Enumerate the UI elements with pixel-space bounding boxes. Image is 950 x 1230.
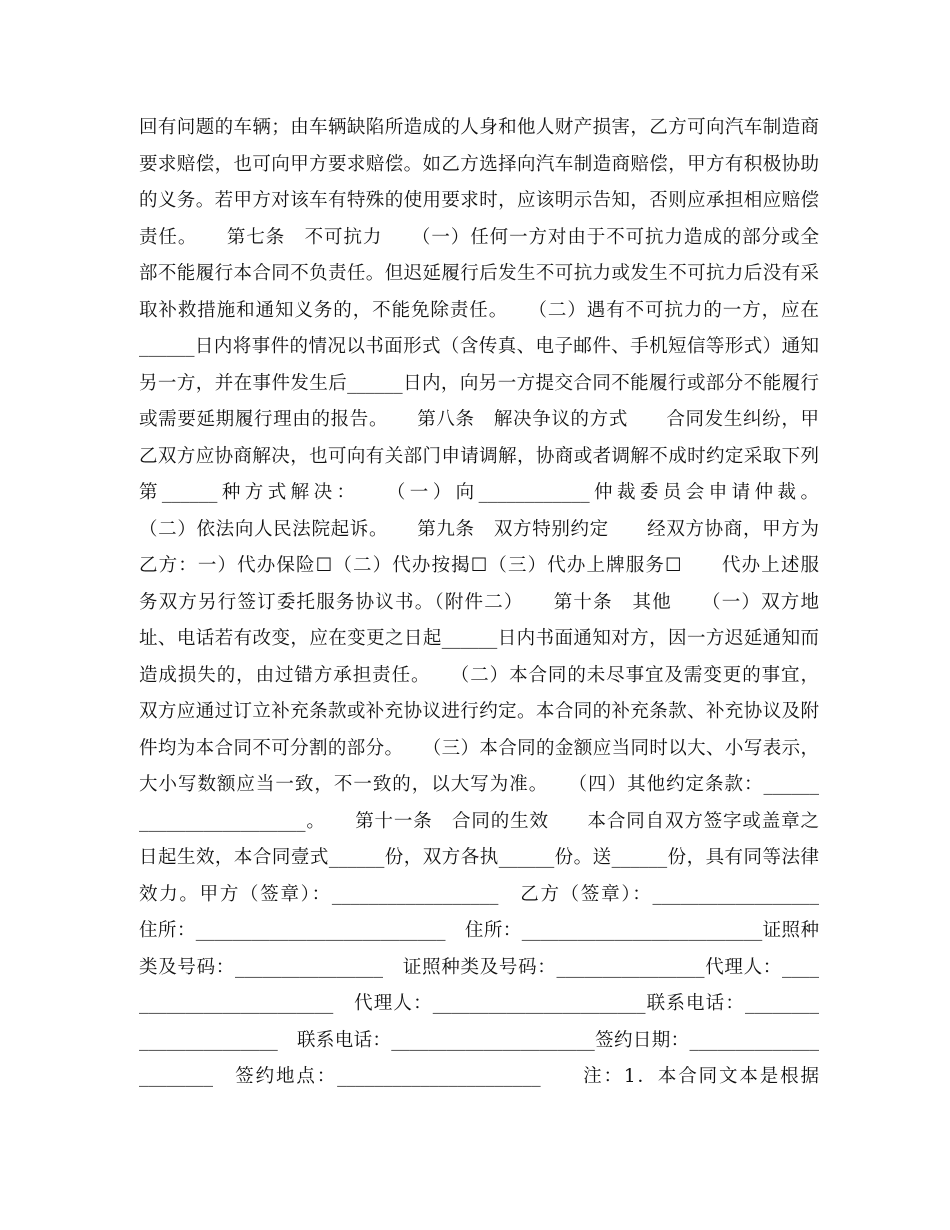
- text-line: 大小写数额应当一致，不一致的，以大写为准。 （四）其他约定条款：______: [139, 774, 819, 795]
- text-line: 回有问题的车辆；由车辆缺陷所造成的人身和他人财产损害，乙方可向汽车制造商: [139, 117, 819, 138]
- text-line: （二）依法向人民法院起诉。 第九条 双方特别约定 经双方协商，甲方为: [139, 518, 819, 540]
- text-line: __________________。 第十一条 合同的生效 本合同自双方签字或盖章之: [139, 810, 819, 832]
- text-line: 责任。 第七条 不可抗力 （一）任何一方对由于不可抗力造成的部分或全: [139, 226, 819, 248]
- text-line: _______________ 联系电话：______________________签约日期：______________: [139, 1029, 819, 1051]
- text-line: 效力。甲方（签章）：__________________ 乙方（签章）：__________________: [139, 883, 819, 905]
- text-line: 址、电话若有改变，应在变更之日起______日内书面通知对方，因一方迟延通知而: [139, 628, 819, 649]
- text-line: 双方应通过订立补充条款或补充协议进行约定。本合同的补充条款、补充协议及附: [139, 701, 819, 722]
- text-line: 乙双方应协商解决，也可向有关部门申请调解，协商或者调解不成时约定采取下列: [139, 445, 819, 467]
- text-line: 类及号码：________________ 证照种类及号码：________________代理人：____: [139, 956, 819, 978]
- text-line: ________ 签约地点：______________________ 注：1．本合同文本是根据: [139, 1066, 819, 1087]
- text-line: 乙方：一）代办保险☐（二）代办按揭☐（三）代办上牌服务☐ 代办上述服: [139, 555, 819, 576]
- text-line: ______日内将事件的情况以书面形式（含传真、电子邮件、手机短信等形式）通知: [139, 336, 819, 357]
- text-line: 务双方另行签订委托服务协议书。（附件二） 第十条 其他 （一）双方地: [139, 591, 819, 613]
- text-line: 日起生效，本合同壹式______份，双方各执______份。送______份，具有同等法律: [139, 847, 819, 868]
- text-line: 住所：___________________________ 住所：__________________________证照种: [139, 920, 819, 941]
- text-line: 取补救措施和通知义务的，不能免除责任。 （二）遇有不可抗力的一方，应在: [139, 299, 819, 321]
- text-line: 的义务。若甲方对该车有特殊的使用要求时，应该明示告知，否则应承担相应赔偿: [139, 190, 819, 211]
- contract-body-text: [139, 110, 819, 1096]
- text-line: _____________________ 代理人：_______________________联系电话：________: [139, 993, 819, 1014]
- text-line: 部不能履行本合同不负责任。但迟延履行后发生不可抗力或发生不可抗力后没有采: [139, 263, 819, 284]
- text-line: 要求赔偿，也可向甲方要求赔偿。如乙方选择向汽车制造商赔偿，甲方有积极协助: [139, 153, 819, 175]
- text-line: 或需要延期履行理由的报告。 第八条 解决争议的方式 合同发生纠纷，甲: [139, 409, 819, 430]
- text-line: 造成损失的，由过错方承担责任。 （二）本合同的未尽事宜及需变更的事宜，: [139, 664, 819, 686]
- text-line: 另一方，并在事件发生后______日内，向另一方提交合同不能履行或部分不能履行: [139, 372, 819, 394]
- text-line: 件均为本合同不可分割的部分。 （三）本合同的金额应当同时以大、小写表示，: [139, 737, 819, 759]
- text-line: 第______种方式解决： （一）向____________仲裁委员会申请仲裁。: [139, 482, 819, 503]
